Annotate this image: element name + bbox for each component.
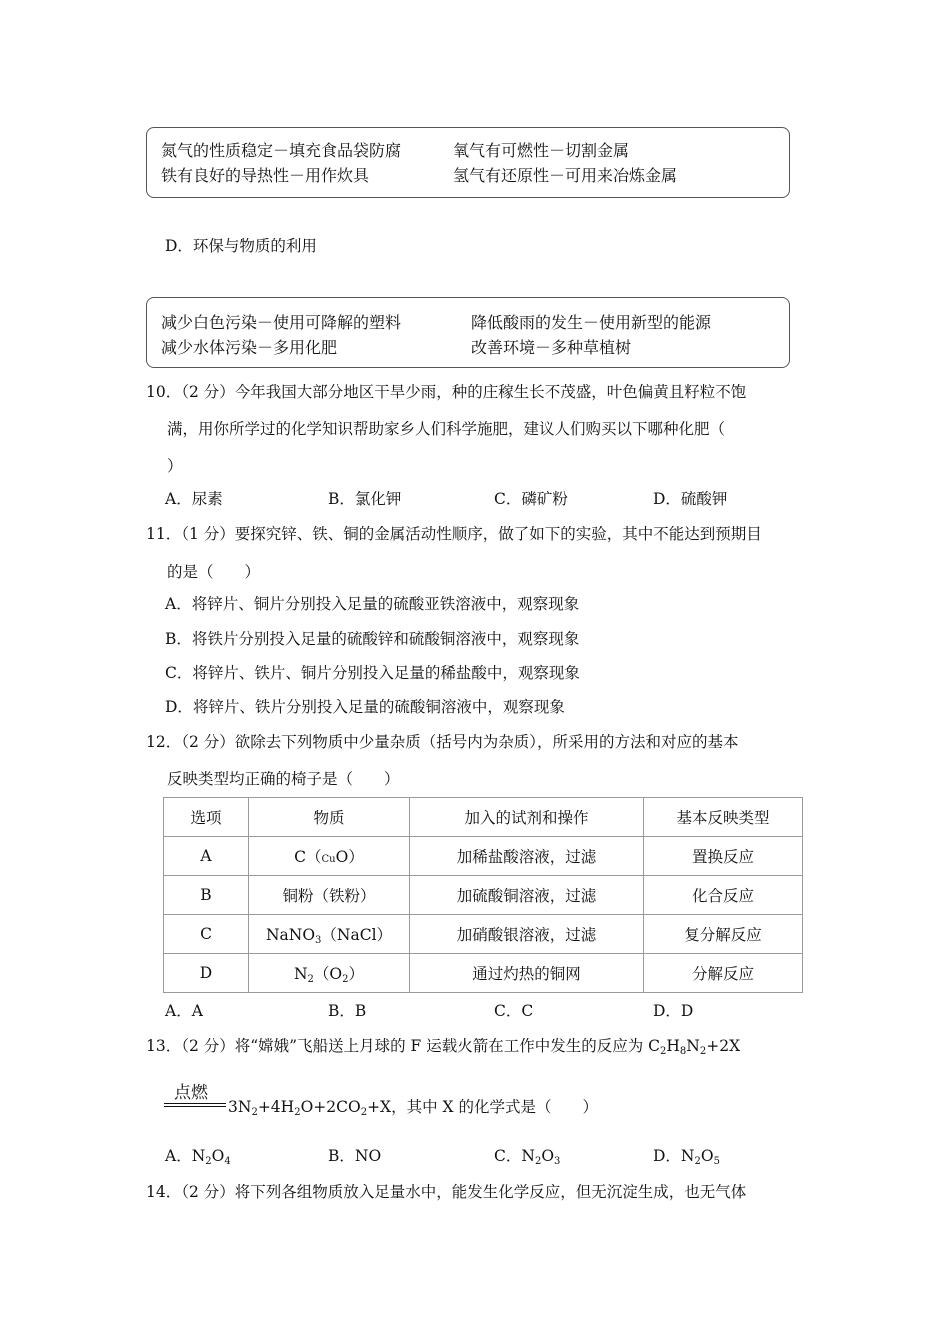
table-header: 基本反映类型 <box>644 798 803 837</box>
table-row <box>164 915 803 954</box>
table-row <box>164 954 803 993</box>
q12-option-d[interactable]: D．D <box>653 1002 694 1020</box>
table-cell-option: B <box>164 876 249 915</box>
q13-line2: $3N_2+4H_2O+2CO_2+X$，其中 X 的化学式是（ ） <box>228 1098 598 1118</box>
table-header-row <box>164 798 803 837</box>
table-cell-type: 化合反应 <box>644 876 803 915</box>
table-cell-type: 置换反应 <box>644 837 803 876</box>
q12-option-c[interactable]: C．C <box>494 1002 534 1020</box>
box-d-r2c1: 减少水体污染－多用化肥 <box>161 338 338 357</box>
q12-option-a[interactable]: A．A <box>165 1002 203 1020</box>
q10-line1: 10．（2 分）今年我国大部分地区干旱少雨，种的庄稼生长不茂盛，叶色偏黄且籽粒不饱 <box>146 383 747 401</box>
box-d-r1c1: 减少白色污染－使用可降解的塑料 <box>161 313 402 332</box>
box-c-r1c2: 氧气有可燃性－切割金属 <box>453 141 630 160</box>
q11-option-d[interactable]: D．将锌片、铁片分别投入足量的硫酸铜溶液中，观察现象 <box>165 698 565 716</box>
q13-option-a[interactable]: A．$N_2O_4$ <box>165 1147 231 1167</box>
q14-line1: 14．（2 分）将下列各组物质放入足量水中，能发生化学反应，但无沉淀生成，也无气体 <box>146 1183 747 1201</box>
q12-line2: 反映类型均正确的椅子是（ ） <box>167 770 400 788</box>
q10-option-c[interactable]: C．磷矿粉 <box>494 490 568 508</box>
box-c-r2c2: 氢气有还原性－可用来冶炼金属 <box>453 166 678 185</box>
condition-label: 点燃 <box>174 1083 208 1103</box>
table-row <box>164 876 803 915</box>
table-cell-option: D <box>164 954 249 993</box>
knowledge-box-d <box>146 297 790 368</box>
equals-bar-bottom <box>164 1106 226 1107</box>
option-d-title: D．环保与物质的利用 <box>165 237 317 255</box>
table-cell-reagent: 加硫酸铜溶液，过滤 <box>410 876 644 915</box>
table-cell-substance: C（CuO） <box>249 837 410 876</box>
q11-line1: 11．（1 分）要探究锌、铁、铜的金属活动性顺序，做了如下的实验，其中不能达到预期目 <box>146 525 762 543</box>
q10-line3: ） <box>167 457 183 475</box>
table-header: 物质 <box>249 798 410 837</box>
box-d-r2c2: 改善环境－多种草植树 <box>471 338 632 357</box>
table-cell-option: A <box>164 837 249 876</box>
q12-line1: 12．（2 分）欲除去下列物质中少量杂质（括号内为杂质），所采用的方法和对应的基本 <box>146 733 739 751</box>
table-cell-substance: NaNO$_3$（NaCl） <box>249 915 410 954</box>
table-cell-reagent: 加硝酸银溶液，过滤 <box>410 915 644 954</box>
q11-option-c[interactable]: C．将锌片、铁片、铜片分别投入足量的稀盐酸中，观察现象 <box>165 664 580 682</box>
q13-option-b[interactable]: B．NO <box>328 1147 382 1165</box>
table-cell-reagent: 通过灼热的铜网 <box>410 954 644 993</box>
q11-option-b[interactable]: B．将铁片分别投入足量的硫酸锌和硫酸铜溶液中，观察现象 <box>165 630 580 648</box>
table-cell-reagent: 加稀盐酸溶液，过滤 <box>410 837 644 876</box>
box-c-r2c1: 铁有良好的导热性－用作炊具 <box>161 166 370 185</box>
table-header: 加入的试剂和操作 <box>410 798 644 837</box>
q12-option-b[interactable]: B．B <box>328 1002 367 1020</box>
table-cell-type: 分解反应 <box>644 954 803 993</box>
table-cell-type: 复分解反应 <box>644 915 803 954</box>
q13-option-d[interactable]: D．$N_2O_5$ <box>653 1147 720 1167</box>
table-cell-substance: 铜粉（铁粉） <box>249 876 410 915</box>
table-cell-option: C <box>164 915 249 954</box>
knowledge-box-c <box>146 127 790 198</box>
q10-option-a[interactable]: A．尿素 <box>165 490 223 508</box>
q10-option-d[interactable]: D．硫酸钾 <box>653 490 728 508</box>
q10-line2: 满，用你所学过的化学知识帮助家乡人们科学施肥，建议人们购买以下哪种化肥（ <box>167 420 726 438</box>
box-c-r1c1: 氮气的性质稳定－填充食品袋防腐 <box>161 141 402 160</box>
table-header: 选项 <box>164 798 249 837</box>
box-d-r1c2: 降低酸雨的发生－使用新型的能源 <box>471 313 712 332</box>
q12-table <box>163 797 803 993</box>
equals-bar-top <box>164 1103 226 1104</box>
table-cell-substance: $N_2(O_2)$ <box>249 954 410 993</box>
q11-line2: 的是（ ） <box>167 563 261 581</box>
q10-option-b[interactable]: B．氯化钾 <box>328 490 402 508</box>
q13-option-c[interactable]: C．$N_2O_3$ <box>494 1147 561 1167</box>
q11-option-a[interactable]: A．将锌片、铜片分别投入足量的硫酸亚铁溶液中，观察现象 <box>165 595 580 613</box>
q13-line1: 13．（2 分）将“嫦娥”飞船送上月球的 F 运载火箭在工作中发生的反应为 $C_2H_8N_2+2X$ <box>146 1037 741 1057</box>
table-row <box>164 837 803 876</box>
